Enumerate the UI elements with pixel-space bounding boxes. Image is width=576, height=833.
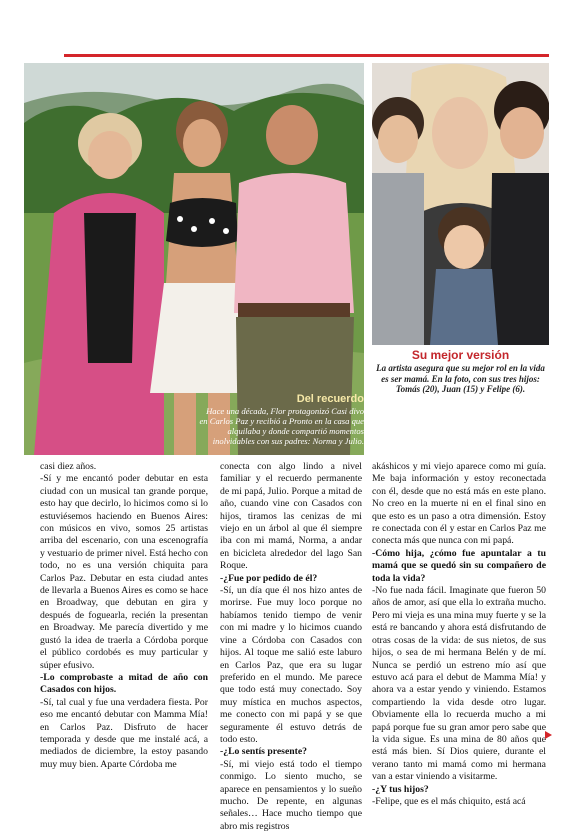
col1-para-3: -Sí, tal cual y fue una verdadera fiesta. Por eso me encantó debutar con Mamma Mía! en Carlos Paz. Disfruto de hacer temporada y desde que me instalé acá, a mediados de diciembre, la estoy pasando muy muy bien. Aparte Córdoba me (40, 696, 208, 770)
col2-question-2: -¿Lo sentís presente? (220, 746, 308, 758)
col2-question-1: -¿Fue por pedido de él? (220, 572, 318, 584)
col3-para-1: akáshicos y mi viejo aparece como mi guía. Me baja información y estoy reconectada con él, desde que no está más en este plano. No creo en la muerte ni en el final sino en que esto es un paso a otra dimensión. Estoy re conectada con él y estar en Carlos Paz me conecta más que nunca con mi papá. (372, 461, 546, 547)
right-caption-title: Su mejor versión (411, 348, 510, 362)
article-column-3 (372, 461, 546, 808)
col3-para-2: -No fue nada fácil. Imaginate que fueron 50 años de amor, así que ella lo extraña mucho. Pero mi vieja es una mina muy fuerte y se la está re bancando y ahora está disfrutando de otras cosas de la vida: de sus nietos, de sus hijos, o sea de mi hermana Belén y de mí. Nunca se perdió un estreno mío así que estuvo acá para el debut de Mamma Mía! y ahora va a estar yendo y viniendo. Estamos compartiendo la vida desde otro lugar. Obviamente ella lo recuerda mucho a mi papá porque fue su gran amor pero sabe que la vida sigue. Es una mina de 80 años que está más bien. Sí Dios quiere, durante el verano tanto mi mamá como mi hermana van a estar viniendo a visitarme. (372, 585, 546, 783)
children-photo-illustration (372, 63, 549, 345)
article-column-2 (220, 461, 362, 833)
left-caption-body: Hace una década, Flor protagonizó Casi divo en Carlos Paz y recibió a Pronto en la casa que alquilaba y donde compartió momentos inolvidables con sus padres: Norma y Julio. (199, 406, 364, 446)
col1-para-2: -Sí y me encantó poder debutar en esta ciudad con un musical tan grande porque, esto hay que decirlo, lo hicimos como si lo estuviésemos haciendo en Buenos Aires: con músicos en vivo, somos 25 artistas arriba del escenario, con una escenografía y vestuario de primer nivel. Está hecho con todo, no es una versión chiquita para Carlos Paz. Debutar en esta ciudad antes de llevarla a Buenos Aires es como se hace en Broadway, que debutan en gira y después de foguearla, recién la presentan en Broadway. Me parecía divertido y me gustó la idea de traerla a Córdoba porque el público cordobés es muy particular y súper efusivo. (40, 473, 208, 671)
left-photo-caption (196, 393, 364, 446)
col3-question-2: -¿Y tus hijos? (372, 783, 429, 795)
children-photo (372, 63, 549, 345)
col1-para-1: casi diez años. (40, 461, 97, 472)
left-caption-title: Del recuerdo (296, 393, 364, 405)
right-caption-body: La artista asegura que su mejor rol en la vida es ser mamá. En la foto, con sus tres hijos: Tomás (20), Juan (15) y Felipe (6). (376, 363, 545, 394)
col3-para-3: -Felipe, que es el más chiquito, está acá (372, 795, 526, 807)
top-red-rule (64, 54, 549, 57)
col1-question-1: -Lo comprobaste a mitad de año con Casados con hijos. (40, 671, 208, 696)
col2-para-1: conecta con algo lindo a nivel familiar y el recuerdo permanente de mi papá, Julio. Porque a mitad de año, cuando vine con Casados con hijos, tiramos las cenizas de mi viejo en un árbol al que él siempre iba con mi mamá, Norma, a andar en bicicleta alrededor del lago San Roque. (220, 461, 362, 572)
right-photo-caption (372, 348, 549, 395)
col2-para-2: -Sí, un día que él nos hizo antes de morirse. Fue muy loco porque no habíamos tenido tiempo de venir con mi madre y lo hicimos cuando vine a Córdoba con Casados con hijos. Al toque me salió este laburo en Carlos Paz, que era su lugar preferido en el mundo. Me parece que todo está muy conectado. Soy muy mística en muchos aspectos, me conecto con mi papá y se que seguramente él estuvo detrás de todo esto. (220, 585, 362, 745)
col3-question-1: -Cómo hija, ¿cómo fue apuntalar a tu mamá que se quedó sin su compañero de toda la vida? (372, 547, 546, 584)
continue-arrow-icon (545, 731, 552, 739)
article-column-1 (40, 461, 208, 771)
col2-para-3: -Sí, mi viejo está todo el tiempo conmigo. Lo siento mucho, se aparece en pensamientos y lo sueño mucho. De repente, en algunas señales… Hace mucho tiempo que abro mis registros (220, 758, 362, 832)
